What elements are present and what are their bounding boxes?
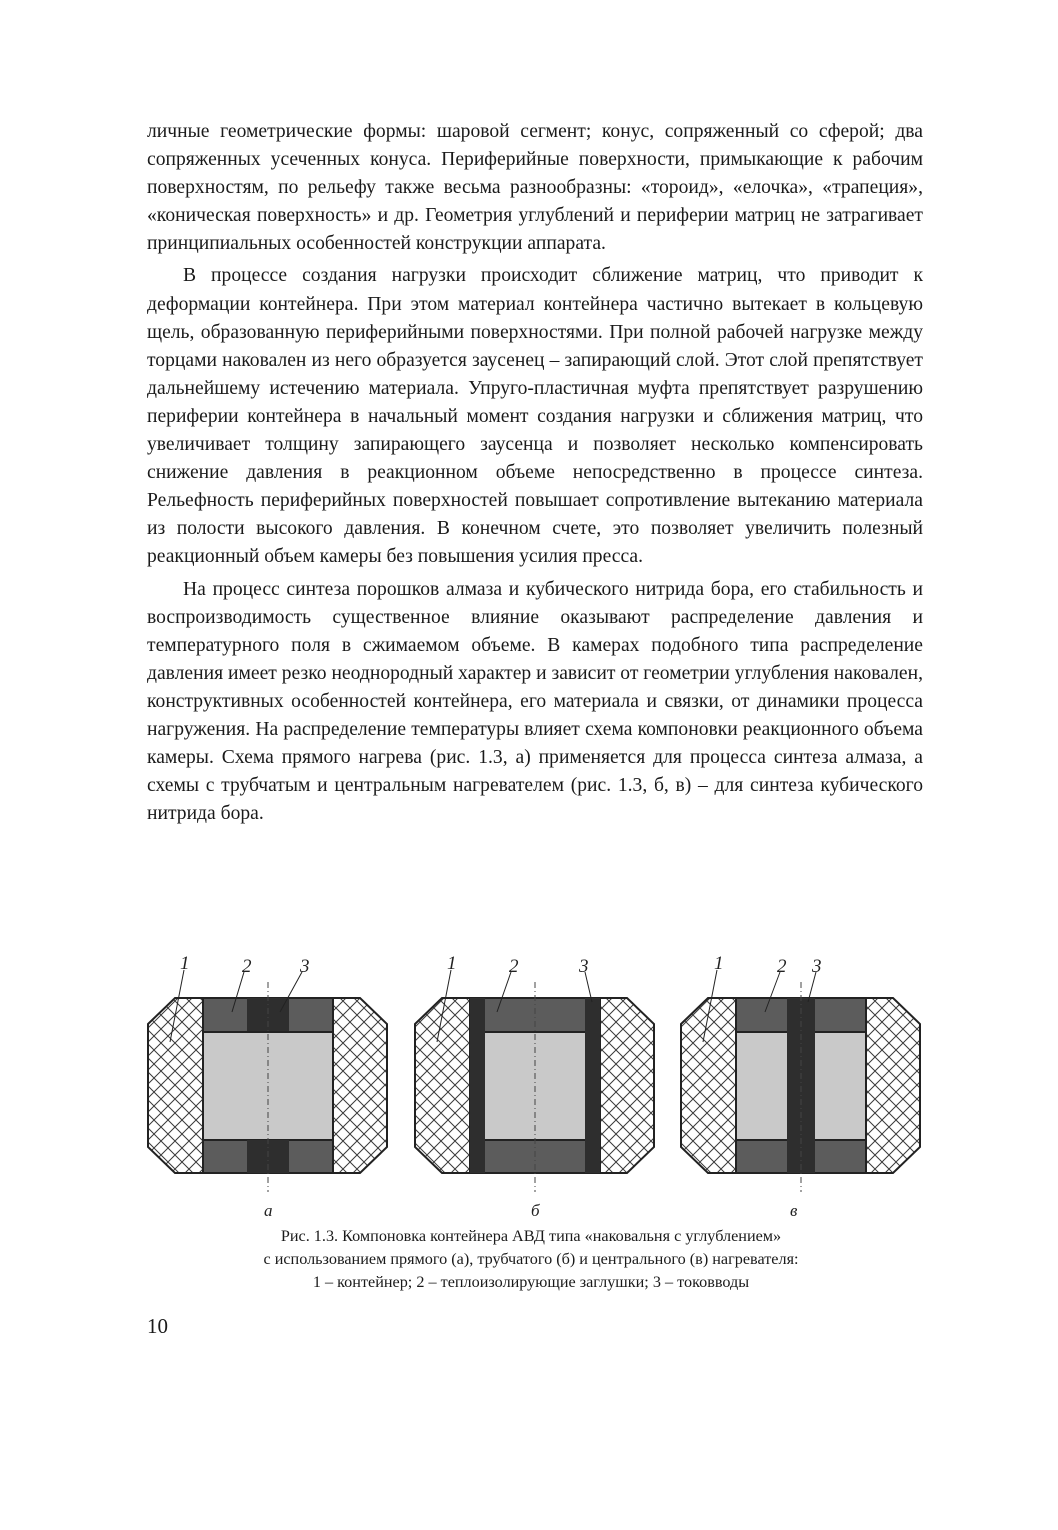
- label-3: 3: [812, 956, 822, 977]
- container-right: [333, 998, 387, 1173]
- label-1: 1: [447, 953, 457, 974]
- label-1: 1: [180, 953, 190, 974]
- container-left: [681, 998, 736, 1173]
- tubular-heater-left: [470, 998, 485, 1173]
- tubular-heater-right: [585, 998, 600, 1173]
- caption-line-2: с использованием прямого (а), трубчатого (б) и центрального (в) нагревателя:: [263, 1250, 799, 1268]
- figure-1-3: [140, 952, 940, 1222]
- body-text: [147, 118, 923, 832]
- container-right: [866, 998, 920, 1173]
- figure-diagram: [140, 952, 940, 1222]
- paragraph-3: На процесс синтеза порошков алмаза и кубического нитрида бора, его стабильность и воспроизводимость существенное влияние оказывают распределение давления и температурного поля в сжимаемом объеме. В камерах подобного типа распределение давления имеет резко неоднородный характер и зависит от геометрии углубления наковален, конструктивных особенностей контейнера, его материала и связки, от динамики процесса нагружения. На распределение температуры влияет схема компоновки реакционного объема камеры. Схема прямого нагрева (рис. 1.3, а) применяется для процесса синтеза алмаза, а схемы с трубчатым и центральным нагревателем (рис. 1.3, б, в) – для синтеза кубического нитрида бора.: [147, 578, 923, 825]
- caption-line-3: 1 – контейнер; 2 – теплоизолирующие заглушки; 3 – токовводы: [312, 1273, 750, 1291]
- container-left: [148, 998, 203, 1173]
- panel-b: [415, 953, 654, 1220]
- label-1: 1: [714, 953, 724, 974]
- label-3: 3: [300, 956, 310, 977]
- panel-letter: б: [531, 1201, 540, 1220]
- page-number: 10: [147, 1314, 168, 1338]
- paragraph-2: В процессе создания нагрузки происходит сближение матриц, что приводит к деформации контейнера. При этом материал контейнера частично вытекает в кольцевую щель, образованную периферийными поверхностями. При полной рабочей нагрузке между торцами наковален из него образуется заусенец – запирающий слой. Этот слой препятствует дальнейшему истечению материала. Упруго-пластичная муфта препятствует разрушению периферии контейнера в начальный момент создания нагрузки и сближения матриц, что увеличивает толщину запирающего заусенца и позволяет несколько компенсировать снижение давления в реакционном объеме непосредственно в процессе синтеза. Рельефность периферийных поверхностей повышает сопротивление вытеканию материала из полости высокого давления. В конечном счете, это позволяет увеличить полезный реакционный объем камеры без повышения усилия пресса.: [147, 265, 923, 568]
- label-3: 3: [579, 956, 589, 977]
- label-2: 2: [509, 956, 519, 977]
- caption-line-1: Рис. 1.3. Компоновка контейнера АВД типа «наковальня с углублением»: [280, 1227, 782, 1245]
- panel-letter: а: [264, 1201, 273, 1220]
- figure-caption: [140, 1225, 922, 1294]
- label-2: 2: [777, 956, 787, 977]
- panel-a: [148, 953, 387, 1220]
- panel-letter: в: [790, 1201, 798, 1220]
- panel-c: [681, 953, 920, 1220]
- paragraph-1: личные геометрические формы: шаровой сегмент; конус, сопряженный со сферой; два сопряженных усеченных конуса. Периферийные поверхности, примыкающие к рабочим поверхностям, по рельефу также весьма разнообразны: «тороид», «елочка», «трапеция», «коническая поверхность» и др. Геометрия углублений и периферии матриц не затрагивает принципиальных особенностей конструкции аппарата.: [147, 121, 923, 255]
- container-right: [600, 998, 654, 1173]
- label-2: 2: [242, 956, 252, 977]
- container-left: [415, 998, 470, 1173]
